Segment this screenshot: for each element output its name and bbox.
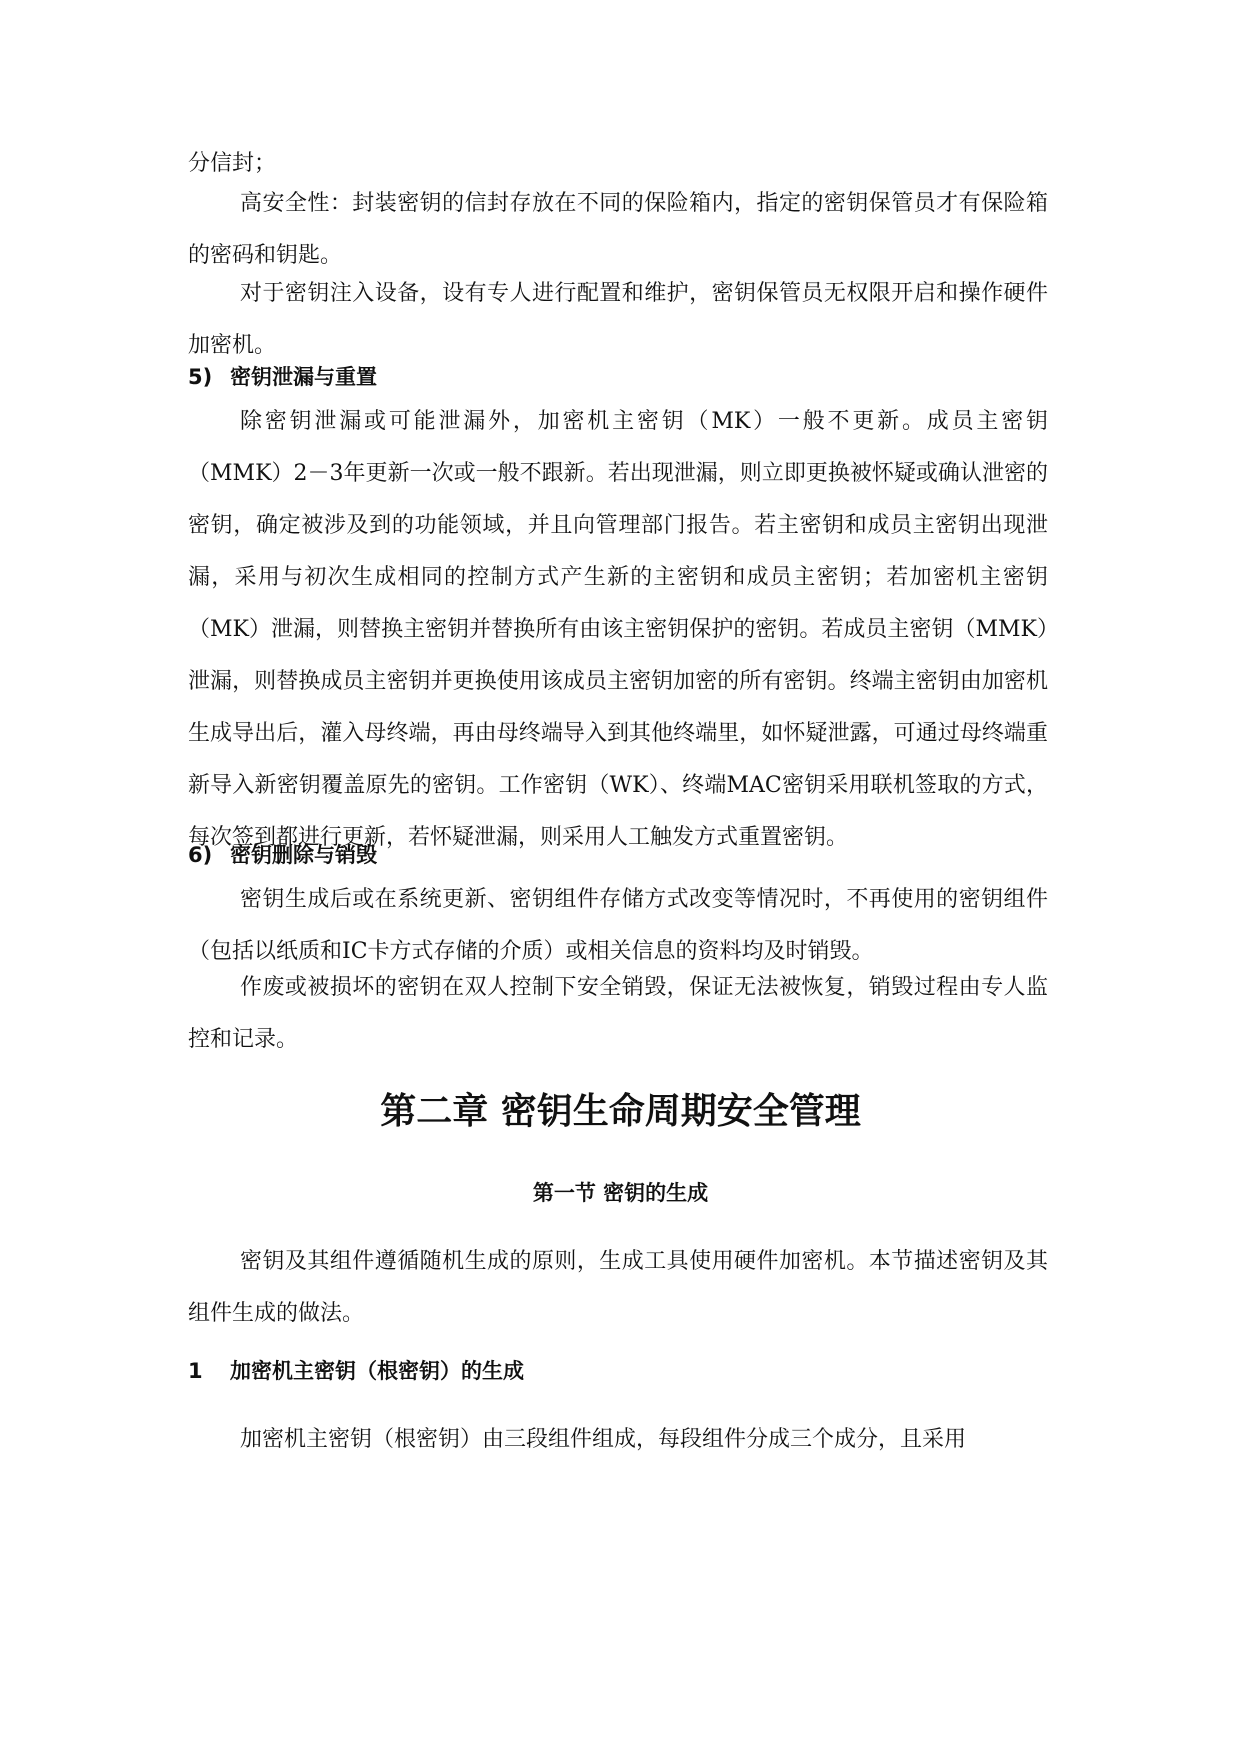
heading-1-root-key-generation	[188, 1356, 1048, 1386]
heading-6-key-delete-destroy	[188, 840, 1048, 870]
paragraph-high-security: 高安全性：封装密钥的信封存放在不同的保险箱内，指定的密钥保管员才有保险箱的密码和钥匙。	[188, 191, 1048, 268]
heading-title: 密钥删除与销毁	[230, 843, 377, 867]
heading-5-key-leak-reset	[188, 362, 1048, 392]
heading-title: 加密机主密钥（根密钥）的生成	[230, 1359, 524, 1383]
paragraph-injection-device: 对于密钥注入设备，设有专人进行配置和维护，密钥保管员无权限开启和操作硬件加密机。	[188, 281, 1048, 358]
paragraph-leak-reset: 除密钥泄漏或可能泄漏外，加密机主密钥（MK）一般不更新。成员主密钥（MMK）2－3年更新一次或一般不跟新。若出现泄漏，则立即更换被怀疑或确认泄密的密钥，确定被涉及到的功能领域，并且向管理部门报告。若主密钥和成员主密钥出现泄漏，采用与初次生成相同的控制方式产生新的主密钥和成员主密钥；若加密机主密钥（MK）泄漏，则替换主密钥并替换所有由该主密钥保护的密钥。若成员主密钥（MMK）泄漏，则替换成员主密钥并更换使用该成员主密钥加密的所有密钥。终端主密钥由加密机生成导出后，灌入母终端，再由母终端导入到其他终端里，如怀疑泄露，可通过母终端重新导入新密钥覆盖原先的密钥。工作密钥（WK）、终端MAC密钥采用联机签取的方式，每次签到都进行更新，若怀疑泄漏，则采用人工触发方式重置密钥。	[188, 409, 1048, 850]
paragraph-delete-1: 密钥生成后或在系统更新、密钥组件存储方式改变等情况时，不再使用的密钥组件（包括以纸质和IC卡方式存储的介质）或相关信息的资料均及时销毁。	[188, 887, 1048, 964]
heading-number: 6)	[188, 843, 213, 867]
heading-number: 5)	[188, 365, 213, 389]
chapter-title: 第二章 密钥生命周期安全管理	[380, 1091, 861, 1132]
paragraph-root-key: 加密机主密钥（根密钥）由三段组件组成，每段组件分成三个成分，且采用	[240, 1427, 967, 1452]
section-title: 第一节 密钥的生成	[532, 1181, 709, 1205]
paragraph-intro-tail: 分信封；	[188, 151, 277, 176]
paragraph-delete-2: 作废或被损坏的密钥在双人控制下安全销毁，保证无法被恢复，销毁过程由专人监控和记录。	[188, 975, 1048, 1052]
heading-number: 1	[188, 1359, 203, 1383]
heading-title: 密钥泄漏与重置	[230, 365, 377, 389]
paragraph-generation: 密钥及其组件遵循随机生成的原则，生成工具使用硬件加密机。本节描述密钥及其组件生成的做法。	[188, 1249, 1048, 1326]
